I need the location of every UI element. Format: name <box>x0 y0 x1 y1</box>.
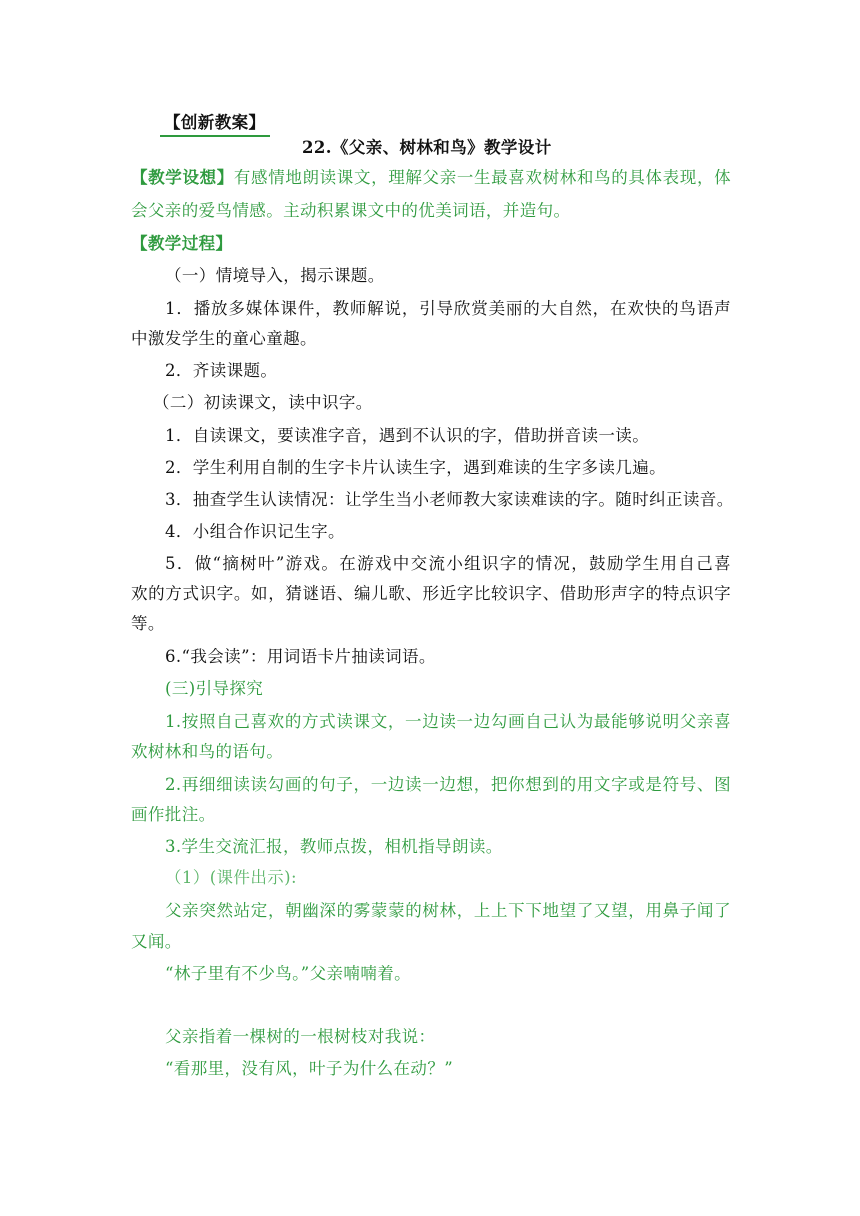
s2-item-5-line-2: 欢的方式识字。如，猜谜语、编儿歌、形近字比较识字、借助形声字的特点识字 <box>131 584 731 603</box>
s1-item-2: 2．齐读课题。 <box>165 361 278 380</box>
process-label: 【教学过程】 <box>131 234 233 253</box>
s2-item-2: 2．学生利用自制的生字卡片认读生字，遇到难读的生字多读几遍。 <box>165 458 666 477</box>
section-3-heading: (三)引导探究 <box>165 679 264 698</box>
design-line-1 <box>131 167 731 189</box>
quote-2: “林子里有不少鸟。”父亲喃喃着。 <box>165 964 412 983</box>
quote-3: 父亲指着一棵树的一根树枝对我说： <box>165 1027 436 1046</box>
document-title: 22.《父亲、树林和鸟》教学设计 <box>302 138 552 157</box>
s2-item-5-line-1: 5．做“摘树叶”游戏。在游戏中交流小组识字的情况，鼓励学生用自己喜 <box>165 554 731 573</box>
design-line-2: 会父亲的爱鸟情感。主动积累课文中的优美词语，并造句。 <box>131 201 571 220</box>
s2-item-5-line-3: 等。 <box>131 614 165 633</box>
tag-underline <box>160 135 270 137</box>
s3-item-1-line-1: 1.按照自己喜欢的方式读课文，一边读一边勾画自己认为最能够说明父亲喜 <box>165 712 731 731</box>
s2-item-6: 6.“我会读”：用词语卡片抽读词语。 <box>165 647 436 666</box>
s3-item-2-line-1: 2.再细细读读勾画的句子，一边读一边想，把你想到的用文字或是符号、图 <box>165 775 731 794</box>
quote-1-line-2: 又闻。 <box>131 932 182 951</box>
quote-4: “看那里，没有风，叶子为什么在动？” <box>165 1059 454 1078</box>
quote-1-line-1: 父亲突然站定，朝幽深的雾蒙蒙的树林，上上下下地望了又望，用鼻子闻了 <box>165 901 731 920</box>
innovation-tag: 【创新教案】 <box>164 113 266 132</box>
design-label: 【教学设想】 <box>131 168 234 187</box>
design-text-1: 有感情地朗读课文，理解父亲一生最喜欢树林和鸟的具体表现，体 <box>233 168 731 187</box>
s3-sub-1: （1）(课件出示): <box>165 868 297 887</box>
s1-item-1-line-2: 中激发学生的童心童趣。 <box>131 329 317 348</box>
s2-item-3: 3．抽查学生认读情况：让学生当小老师教大家读难读的字。随时纠正读音。 <box>165 490 734 509</box>
section-1-heading: （一）情境导入，揭示课题。 <box>165 266 385 285</box>
s1-item-1-line-1: 1．播放多媒体课件，教师解说，引导欣赏美丽的大自然，在欢快的鸟语声 <box>165 299 731 318</box>
s3-item-1-line-2: 欢树林和鸟的语句。 <box>131 742 284 761</box>
s3-item-2-line-2: 画作批注。 <box>131 805 216 824</box>
section-2-heading: （二）初读课文，读中识字。 <box>153 393 373 412</box>
s3-item-3: 3.学生交流汇报，教师点拨，相机指导朗读。 <box>165 837 503 856</box>
s2-item-1: 1．自读课文，要读准字音，遇到不认识的字，借助拼音读一读。 <box>165 426 650 445</box>
s2-item-4: 4．小组合作识记生字。 <box>165 522 345 541</box>
